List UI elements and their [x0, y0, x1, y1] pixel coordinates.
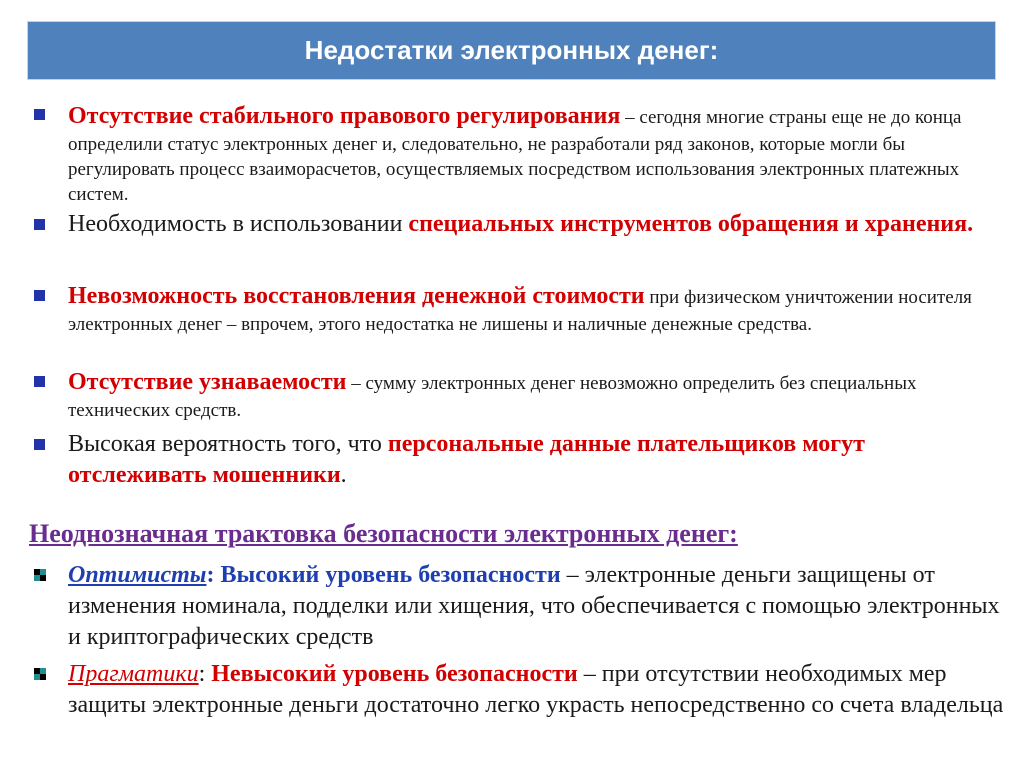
view-text: – электронные деньги защищены от изменения номинала, подделки или хищения, что обеспечивается с помощью электронных и криптографических средств [68, 562, 1000, 650]
view-sep: : [206, 562, 221, 588]
view-label: Прагматики [68, 661, 199, 687]
list-item [68, 209, 1003, 240]
item-highlight: Отсутствие стабильного правового регулирования [68, 103, 621, 129]
list-item [68, 659, 1013, 721]
list-item [68, 429, 1003, 491]
item-text: при физическом уничтожении носителя электронных денег – впрочем, этого недостатка не лишены и наличные денежные средства. [68, 287, 972, 335]
item-text: – сумму электронных денег невозможно определить без специальных технических средств. [68, 373, 917, 421]
view-highlight: Высокий уровень безопасности [220, 562, 561, 588]
list-item [68, 101, 1003, 207]
checker-bullet-icon [34, 569, 46, 581]
square-bullet-icon [34, 290, 45, 301]
view-sep: : [198, 661, 212, 687]
slide-title: Недостатки электронных денег: [304, 35, 719, 65]
view-text: – при отсутствии необходимых мер защиты электронные деньги достаточно легко украсть непосредственно со счета владельца [68, 661, 1004, 718]
square-bullet-icon [34, 376, 45, 387]
view-highlight: Невысокий уровень безопасности [211, 661, 578, 687]
list-item [68, 367, 1003, 423]
square-bullet-icon [34, 439, 45, 450]
item-text: Высокая вероятность того, что [68, 431, 388, 457]
list-item [68, 560, 1013, 653]
item-highlight: Отсутствие узнаваемости [68, 369, 347, 395]
checker-bullet-icon [34, 668, 46, 680]
section-title: Неоднозначная трактовка безопасности электронных денег: [29, 519, 738, 548]
item-text: . [340, 462, 347, 488]
square-bullet-icon [34, 109, 45, 120]
item-text: Необходимость в использовании [68, 211, 409, 237]
square-bullet-icon [34, 219, 45, 230]
list-item [68, 281, 1003, 337]
item-highlight: Невозможность восстановления денежной стоимости [68, 283, 645, 309]
view-label: Оптимисты [68, 562, 207, 588]
item-highlight: персональные данные плательщиков могут отслеживать мошенники [68, 431, 865, 488]
title-bar [27, 21, 996, 80]
item-highlight: специальных инструментов обращения и хранения. [408, 211, 974, 237]
item-text: – сегодня многие страны еще не до конца определили статус электронных денег и, следовательно, не разработали ряд законов, которые могли бы регулировать процесс взаиморасчетов, осуществляемых посредством использования электронных платежных систем. [68, 107, 962, 205]
